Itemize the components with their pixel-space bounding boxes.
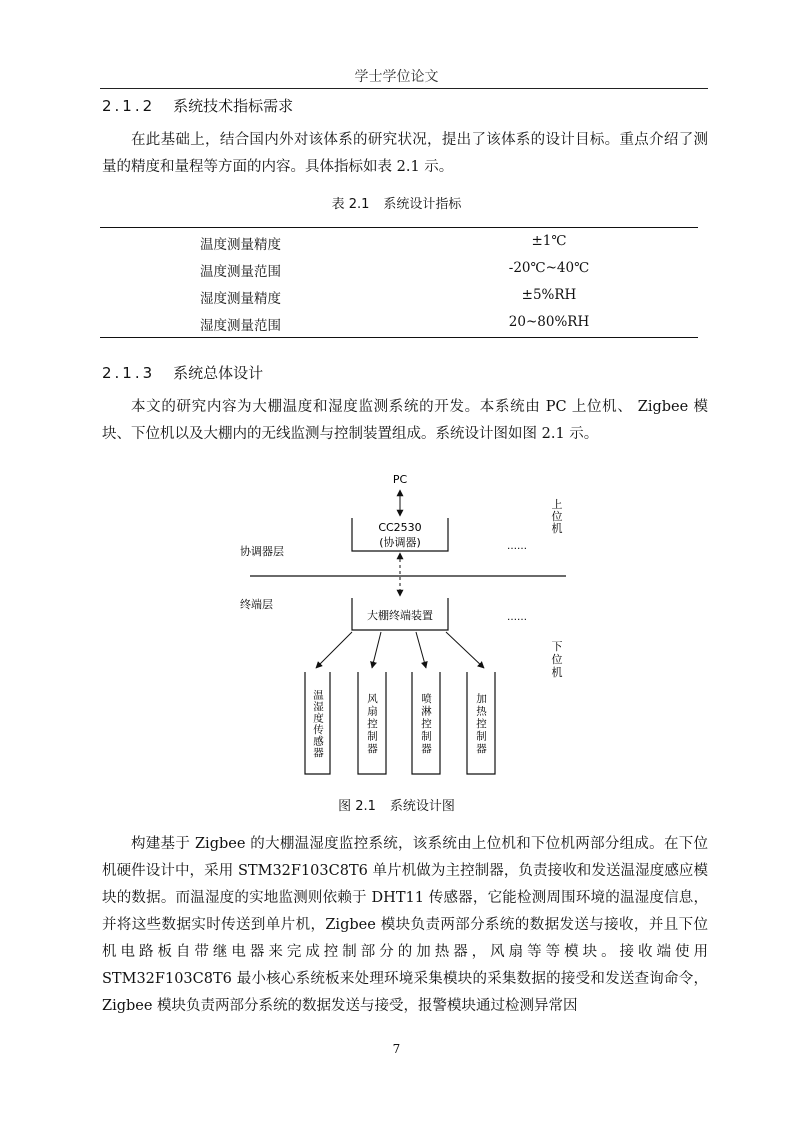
paragraph-indicators-intro: 在此基础上，结合国内外对该体系的研究状况，提出了该体系的设计目标。重点介绍了测量的精度和量程等方面的内容。具体指标如表 2.1 示。 <box>102 132 708 175</box>
ellipsis-coordinator: …… <box>507 541 527 552</box>
table-cell-value: ±5%RH <box>521 287 577 303</box>
coordinator-layer-label: 协调器层 <box>240 545 284 558</box>
ellipsis-terminal: …… <box>507 612 527 623</box>
coordinator-chip-label: CC2530 <box>378 521 422 534</box>
table-cell-value: 20~80%RH <box>508 314 590 330</box>
figure-caption <box>0 795 793 814</box>
table-caption-number: 表 2.1 <box>331 197 370 212</box>
coordinator-role-label: (协调器) <box>379 536 421 549</box>
lower-machine-char-2: 位 <box>551 653 563 666</box>
terminal-device-label: 大棚终端装置 <box>367 609 433 622</box>
paragraph-system-construction: 构建基于 Zigbee 的大棚温湿度监控系统，该系统由上位机和下位机两部分组成。在下位机硬件设计中，采用 STM32F103C8T6 单片机做为主控制器，负责接收和发送温湿度感应模块的数据。而温湿度的实地监测则依赖于 DHT11 传感器，它能检测周围环境的温湿度信息，并将这些数据实时传送到单片机，Zigbee 模块负责两部分系统的数据发送与接收，并且下位机电路板自带继电器来完成控制部分的加热器，风扇等等模块。接收端使用 STM32F103C8T6 最小核心系统板来处理环境采集模块的采集数据的接受和发送查询命令，Zigbee 模块负责两部分系统的数据发送与接受，报警模块通过检测异常因 <box>102 836 708 1014</box>
pc-label: PC <box>392 473 408 486</box>
page-number: 7 <box>392 1042 401 1056</box>
section-number: 2.1.3 <box>102 364 156 382</box>
terminal-layer-label: 终端层 <box>240 598 273 611</box>
table-cell-value: ±1℃ <box>531 233 567 249</box>
upper-machine-char-2: 位 <box>551 510 563 523</box>
arrow-to-fan <box>372 632 381 668</box>
lower-machine-char-3: 机 <box>551 666 563 679</box>
upper-machine-char-1: 上 <box>551 498 563 511</box>
arrow-to-sensor <box>316 632 352 668</box>
table-cell-value: -20℃~40℃ <box>508 260 590 276</box>
table-cell-item: 湿度测量精度 <box>200 291 281 307</box>
table-cell-item: 湿度测量范围 <box>200 318 281 334</box>
page-header: 学士学位论文 <box>354 69 439 85</box>
lower-machine-char-1: 下 <box>551 640 563 653</box>
paragraph-system-overview: 本文的研究内容为大棚温度和湿度监测系统的开发。本系统由 PC 上位机、 Zigbee 模块、下位机以及大棚内的无线监测与控制装置组成。系统设计图如图 2.1 示。 <box>102 399 708 442</box>
section-number: 2.1.2 <box>102 97 156 115</box>
module-fan-label: 风扇控制器 <box>366 692 378 756</box>
table-caption-title: 系统设计指标 <box>383 197 462 212</box>
module-sensor-label: 温湿度传感器 <box>312 689 324 759</box>
module-sprinkler-label: 喷淋控制器 <box>420 692 432 756</box>
module-heater-label: 加热控制器 <box>475 692 487 756</box>
section-title: 系统总体设计 <box>173 364 264 382</box>
arrow-to-sprinkler <box>416 632 426 668</box>
arrow-to-heater <box>446 632 484 668</box>
figure-caption-number: 图 2.1 <box>338 799 376 814</box>
upper-machine-char-3: 机 <box>551 522 563 535</box>
section-title: 系统技术指标需求 <box>173 97 294 115</box>
figure-caption-title: 系统设计图 <box>389 799 455 814</box>
table-cell-item: 温度测量范围 <box>200 264 281 280</box>
table-cell-item: 温度测量精度 <box>200 237 281 253</box>
